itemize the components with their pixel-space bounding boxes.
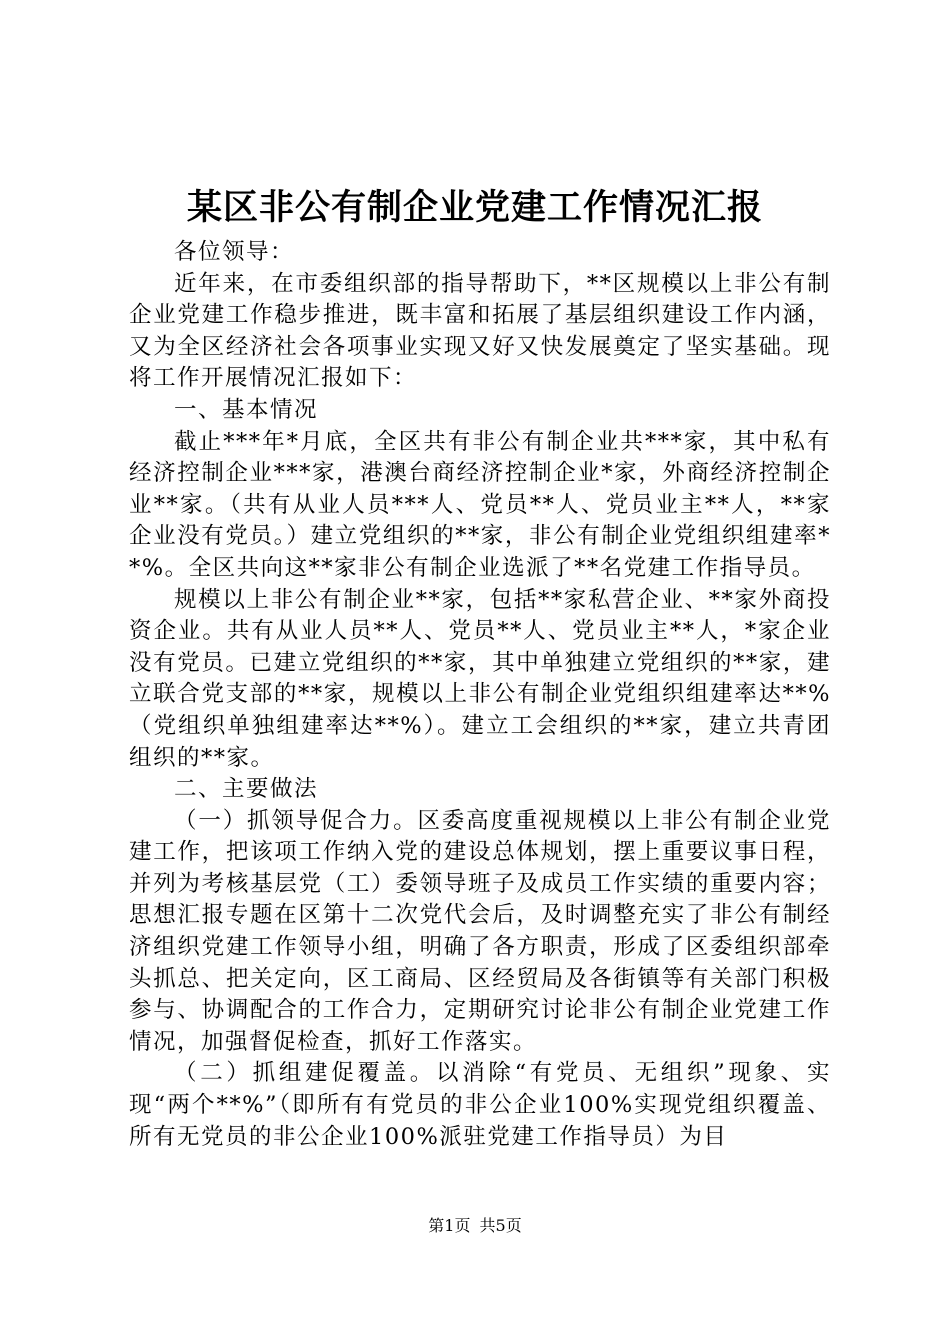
document-body [129, 237, 831, 1153]
page-footer [0, 1215, 950, 1237]
paragraph-basic-1: 截止***年*月底，全区共有非公有制企业共***家，其中私有经济控制企业***家，港澳台商经济控制企业*家，外商经济控制企业**家。（共有从业人员***人、党员**人、党员业主**人，**家企业没有党员。）建立党组织的**家，非公有制企业党组织组建率**%。全区共向这**家非公有制企业选派了**名党建工作指导员。 [129, 428, 831, 581]
page-number: 第1页 [428, 1216, 471, 1235]
paragraph-basic-2: 规模以上非公有制企业**家，包括**家私营企业、**家外商投资企业。共有从业人员**人、党员**人、党员业主**人，*家企业没有党员。已建立党组织的**家，其中单独建立党组织的**家，建立联合党支部的**家，规模以上非公有制企业党组织组建率达**%（党组织单独组建率达**%）。建立工会组织的**家，建立共青团组织的**家。 [129, 586, 831, 771]
document-title: 某区非公有制企业党建工作情况汇报 [186, 187, 763, 228]
paragraph-methods-2: （二）抓组建促覆盖。以消除“有党员、无组织”现象、实现“两个**%”（即所有有党员的非公企业100%实现党组织覆盖、所有无党员的非公企业100%派驻党建工作指导员）为目 [129, 1060, 831, 1150]
page-total: 共5页 [479, 1216, 522, 1235]
paragraph-intro: 近年来，在市委组织部的指导帮助下，**区规模以上非公有制企业党建工作稳步推进，既丰富和拓展了基层组织建设工作内涵，又为全区经济社会各项事业实现又好又快发展奠定了坚实基础。现将工作开展情况汇报如下： [129, 270, 831, 392]
salutation: 各位领导： [174, 239, 295, 265]
section-heading-basic: 一、基本情况 [174, 396, 319, 423]
section-heading-methods: 二、主要做法 [174, 776, 319, 803]
paragraph-methods-1: （一）抓领导促合力。区委高度重视规模以上非公有制企业党建工作，把该项工作纳入党的建设总体规划，摆上重要议事日程，并列为考核基层党（工）委领导班子及成员工作实绩的重要内容；思想汇报专题在区第十二次党代会后，及时调整充实了非公有制经济组织党建工作领导小组，明确了各方职责，形成了区委组织部牵头抓总、把关定向，区工商局、区经贸局及各街镇等有关部门积极参与、协调配合的工作合力，定期研究讨论非公有制企业党建工作情况，加强督促检查，抓好工作落实。 [129, 807, 831, 1055]
